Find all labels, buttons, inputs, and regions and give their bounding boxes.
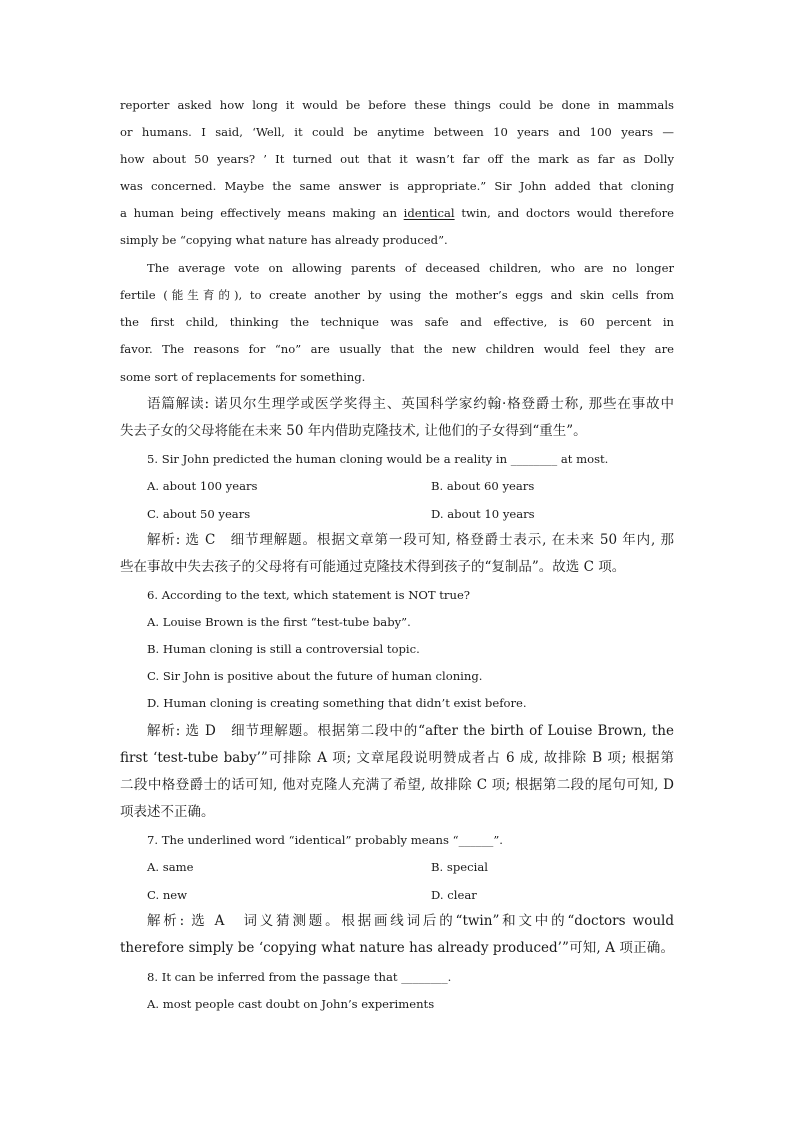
passage-line: how about 50 years? ’ It turned out that it wasn’t far off the mark as far as Dolly: [120, 152, 674, 166]
q5-option-c: C. about 50 years: [147, 507, 251, 521]
q5-explanation: 些在事故中失去孩子的父母将有可能通过克隆技术得到孩子的“复制品”。故选 C 项。: [120, 559, 626, 575]
passage-text: twin, and doctors would therefore: [461, 206, 674, 220]
q7-option-d: D. clear: [431, 888, 477, 902]
q6-option-c: C. Sir John is positive about the future of human cloning.: [147, 669, 483, 683]
passage-line: simply be “copying what nature has already produced”.: [120, 233, 448, 247]
question-8-stem: 8. It can be inferred from the passage that ________.: [147, 970, 452, 984]
q8-option-a: A. most people cast doubt on John’s experiments: [147, 997, 435, 1011]
q6-explanation: 解析: 选 D 细节理解题。根据第二段中的“after the birth of Louise Brown, the: [147, 723, 674, 739]
q6-explanation: 项表述不正确。: [120, 804, 215, 820]
q5-option-a: A. about 100 years: [147, 479, 258, 493]
q6-option-a: A. Louise Brown is the first “test-tube baby”.: [147, 615, 411, 629]
underlined-word: identical: [403, 206, 455, 220]
passage-line: was concerned. Maybe the same answer is appropriate.” Sir John added that cloning: [120, 179, 674, 193]
q7-option-c: C. new: [147, 888, 188, 902]
q6-explanation: first ‘test-tube baby’”可排除 A 项; 文章尾段说明赞成者占 6 成, 故排除 B 项; 根据第: [120, 750, 674, 766]
question-6-stem: 6. According to the text, which statement is NOT true?: [147, 588, 471, 602]
passage-line: The average vote on allowing parents of deceased children, who are no longer: [147, 261, 674, 275]
q7-option-b: B. special: [431, 860, 488, 874]
question-5-stem: 5. Sir John predicted the human cloning would be a reality in ________ at most.: [147, 452, 609, 466]
passage-line: [120, 205, 674, 221]
question-7-stem: 7. The underlined word “identical” probably means “______”.: [147, 833, 503, 847]
q5-explanation: 解析: 选 C 细节理解题。根据文章第一段可知, 格登爵士表示, 在未来 50 年内, 那: [147, 532, 674, 548]
q6-option-b: B. Human cloning is still a controversial topic.: [147, 642, 420, 656]
passage-line: the first child, thinking the technique was safe and effective, is 60 percent in: [120, 315, 674, 329]
summary-line: 语篇解读: 诺贝尔生理学或医学奖得主、英国科学家约翰·格登爵士称, 那些在事故中: [147, 396, 674, 412]
q7-option-a: A. same: [147, 860, 194, 874]
q6-explanation: 二段中格登爵士的话可知, 他对克隆人充满了希望, 故排除 C 项; 根据第二段的尾句可知, D: [120, 777, 674, 793]
q7-explanation: therefore simply be ‘copying what nature has already produced’”可知, A 项正确。: [120, 940, 674, 956]
passage-line: some sort of replacements for something.: [120, 370, 366, 384]
passage-line: favor. The reasons for “no” are usually that the new children would feel they are: [120, 342, 674, 356]
passage-text: a human being effectively means making an: [120, 206, 397, 220]
passage-line: or humans. I said, ‘Well, it could be anytime between 10 years and 100 years —: [120, 125, 674, 139]
q6-option-d: D. Human cloning is creating something that didn’t exist before.: [147, 696, 527, 710]
summary-line: 失去子女的父母将能在未来 50 年内借助克隆技术, 让他们的子女得到“重生”。: [120, 423, 587, 439]
q5-option-d: D. about 10 years: [431, 507, 535, 521]
q7-explanation: 解析: 选 A 词义猜测题。根据画线词后的“twin”和文中的“doctors would: [147, 913, 674, 929]
passage-line: fertile (能生育的), to create another by using the mother’s eggs and skin cells from: [120, 288, 674, 302]
passage-line: reporter asked how long it would be before these things could be done in mammals: [120, 98, 674, 112]
q5-option-b: B. about 60 years: [431, 479, 535, 493]
